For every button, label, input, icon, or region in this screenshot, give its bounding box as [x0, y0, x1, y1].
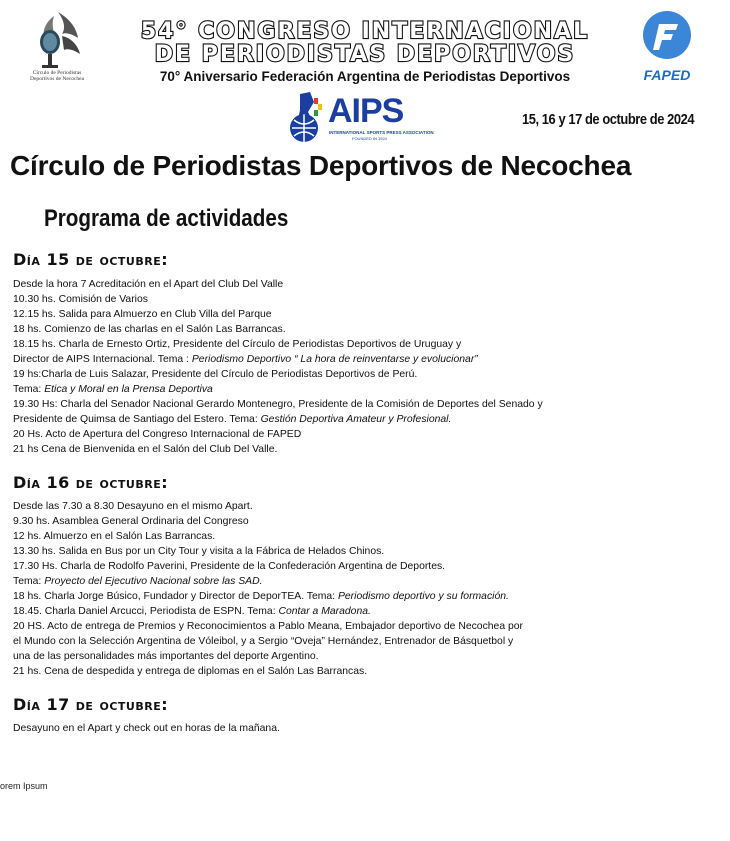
day-heading: Día 16 de octubre: [13, 473, 169, 492]
schedule-line: 18.15 hs. Charla de Ernesto Ortiz, Presidente del Círculo de Periodistas Deportivos de Uruguay y [13, 339, 462, 350]
schedule-line: el Mundo con la Selección Argentina de Vóleibol, y a Sergio “Oveja” Hernández, Entrenador de Básquetbol y [13, 636, 514, 647]
schedule-line: Tema: Proyecto del Ejecutivo Nacional sobre las SAD. [13, 576, 263, 587]
faped-f-icon [642, 10, 692, 60]
event-dates: 15, 16 y 17 de octubre de 2024 [522, 111, 695, 128]
congress-title-line1: 54° CONGRESO INTERNACIONAL [140, 19, 590, 44]
logo-caption-line2: Deportivos de Necochea [29, 76, 85, 82]
anniversary-subtitle: 70° Aniversario Federación Argentina de Periodistas Deportivos [159, 69, 571, 84]
schedule-line: Director de AIPS Internacional. Tema : Periodismo Deportivo “ La hora de reinventarse y evolucionar” [13, 354, 478, 365]
day-lines [13, 721, 280, 736]
schedule-line: 21 hs. Cena de despedida y entrega de diplomas en el Salón Las Barrancas. [13, 666, 368, 677]
congress-title-line2: DE PERIODISTAS DEPORTIVOS [154, 42, 576, 67]
schedule-line: Desde la hora 7 Acreditación en el Apart del Club Del Valle [13, 279, 284, 290]
schedule-line: 12 hs. Almuerzo en el Salón Las Barrancas. [13, 531, 216, 542]
schedule-line: 19.30 Hs: Charla del Senador Nacional Gerardo Montenegro, Presidente de la Comisión de Deportes del Senado y [13, 399, 543, 410]
day-lines [13, 499, 523, 679]
aips-logo [284, 90, 434, 144]
schedule-line: Desde las 7.30 a 8.30 Desayuno en el mismo Apart. [13, 501, 253, 512]
schedule-line: 18.45. Charla Daniel Arcucci, Periodista de ESPN. Tema: Contar a Maradona. [13, 606, 371, 617]
day-lines [13, 277, 543, 457]
schedule-line: Presidente de Quimsa de Santiago del Estero. Tema: Gestión Deportiva Amateur y Profesional. [13, 414, 452, 425]
schedule-line: 13.30 hs. Salida en Bus por un City Tour y visita a la Fábrica de Helados Chinos. [13, 546, 385, 557]
program-title: Programa de actividades [44, 205, 289, 232]
main-title: Círculo de Periodistas Deportivos de Necochea [10, 150, 632, 181]
schedule-line: 9.30 hs. Asamblea General Ordinaria del Congreso [13, 516, 249, 527]
schedule-line: 19 hs:Charla de Luis Salazar, Presidente del Círculo de Periodistas Deportivos de Perú. [13, 369, 418, 380]
schedule-line: una de las personalidades más importantes del deporte Argentino. [13, 651, 319, 662]
aips-wordmark: AIPS [328, 92, 404, 130]
schedule-line: 21 hs Cena de Bienvenida en el Salón del Club Del Valle. [13, 444, 278, 455]
aips-founded: FOUNDED IN 1924 [352, 136, 387, 141]
aips-tagline: INTERNATIONAL SPORTS PRESS ASSOCIATION [329, 130, 434, 135]
schedule-line: 18 hs. Comienzo de las charlas en el Salón Las Barrancas. [13, 324, 286, 335]
schedule-line: 10.30 hs. Comisión de Varios [13, 294, 148, 305]
aips-runner-icon [284, 90, 328, 144]
day-heading: Día 15 de octubre: [13, 250, 169, 269]
schedule-line: 20 Hs. Acto de Apertura del Congreso Internacional de FAPED [13, 429, 302, 440]
schedule-line: Tema: Etica y Moral en la Prensa Deportiva [13, 384, 213, 395]
schedule-line: 18 hs. Charla Jorge Búsico, Fundador y Director de DeporTEA. Tema: Periodismo deportivo y su formación. [13, 591, 509, 602]
day-heading: Día 17 de octubre: [13, 695, 169, 714]
faped-logo [636, 10, 698, 84]
schedule-line: 17.30 Hs. Charla de Rodolfo Paverini, Presidente de la Confederación Argentina de Deportes. [13, 561, 446, 572]
logo-caption-line1: Círculo de Periodistas [32, 70, 82, 76]
schedule-line: 20 HS. Acto de entrega de Premios y Reconocimientos a Pablo Meana, Embajador deportivo de Necochea por [13, 621, 524, 632]
placeholder-text: orem Ipsum [0, 781, 48, 791]
schedule-line: Desayuno en el Apart y check out en horas de la mañana. [13, 723, 280, 734]
faped-label: FAPED [643, 67, 691, 83]
schedule-line: 12.15 hs. Salida para Almuerzo en Club Villa del Parque [13, 309, 272, 320]
